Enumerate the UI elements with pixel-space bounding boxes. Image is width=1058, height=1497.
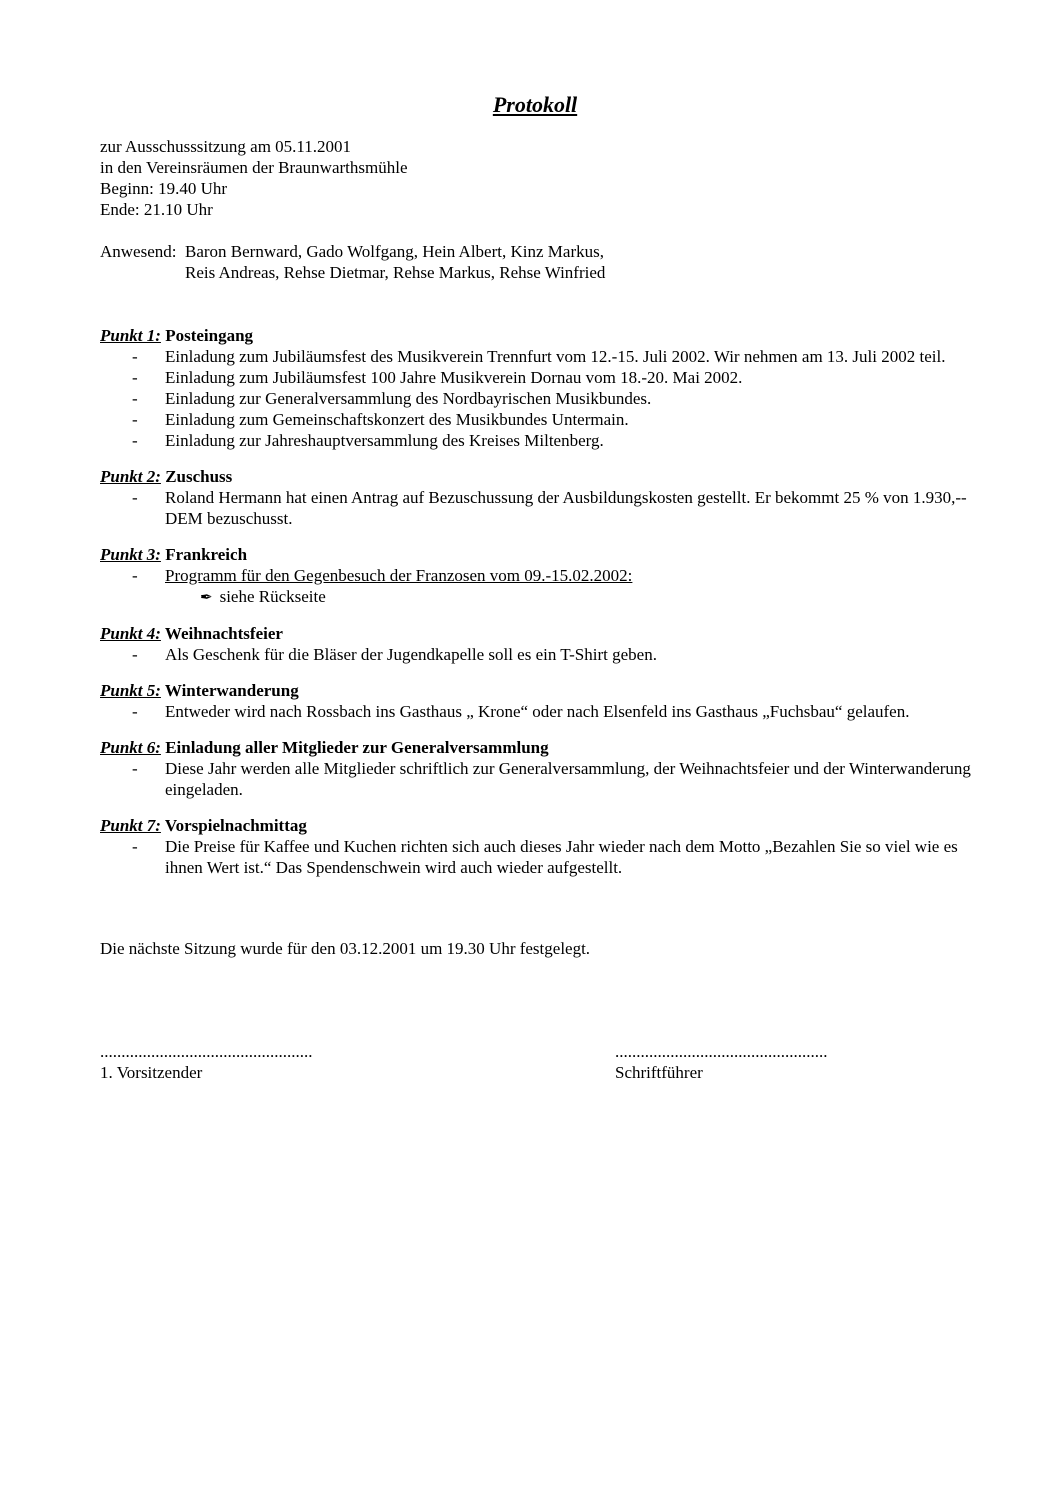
list-item-text: Einladung zur Jahreshauptversammlung des Kreises Miltenberg.: [165, 431, 604, 450]
section-heading: [100, 815, 1010, 836]
section-items: [100, 701, 985, 722]
section-label: Punkt 6:: [100, 738, 161, 757]
dash-bullet: -: [132, 702, 138, 721]
attendees-names: [185, 241, 605, 283]
meeting-start-time: Beginn: 19.40 Uhr: [100, 179, 228, 198]
section-title: Frankreich: [165, 545, 248, 564]
attendees-line: Baron Bernward, Gado Wolfgang, Hein Albert, Kinz Markus,: [185, 242, 604, 261]
list-item: [100, 565, 985, 586]
list-item: [100, 367, 985, 388]
section-heading: [100, 466, 1010, 487]
dash-bullet: -: [132, 645, 138, 664]
signature-dotted-line: ..................................................: [615, 1042, 828, 1061]
list-item: [100, 758, 985, 800]
signature-label-secretary: Schriftführer: [615, 1063, 703, 1082]
section-title: Vorspielnachmittag: [164, 816, 307, 835]
section-heading: [100, 680, 1010, 701]
list-item-text: Einladung zur Generalversammlung des Nordbayrischen Musikbundes.: [165, 389, 652, 408]
section-vorspielnachmittag: [100, 815, 1010, 878]
section-items: [100, 565, 985, 608]
section-winterwanderung: [100, 680, 1010, 722]
next-meeting-line: Die nächste Sitzung wurde für den 03.12.2001 um 19.30 Uhr festgelegt.: [100, 939, 591, 958]
section-items: [100, 644, 985, 665]
section-heading: [100, 737, 1010, 758]
section-label: Punkt 7:: [100, 816, 161, 835]
section-items: [100, 836, 985, 878]
section-heading: [100, 623, 1010, 644]
section-title: Zuschuss: [165, 467, 233, 486]
see-reverse-text: siehe Rückseite: [219, 587, 326, 606]
section-frankreich: [100, 544, 1010, 608]
section-title: Einladung aller Mitglieder zur Generalversammlung: [165, 738, 549, 757]
section-weihnachtsfeier: [100, 623, 1010, 665]
pen-icon: ✒: [200, 588, 213, 606]
section-heading: [100, 544, 1010, 565]
signature-secretary: [615, 1041, 828, 1083]
dash-bullet: -: [132, 759, 138, 778]
section-posteingang: [100, 325, 1010, 451]
dash-bullet: -: [132, 837, 138, 856]
attendees-label: Anwesend:: [100, 242, 177, 261]
section-label: Punkt 4:: [100, 624, 161, 643]
section-label: Punkt 5:: [100, 681, 161, 700]
list-item-text: Die Preise für Kaffee und Kuchen richten sich auch dieses Jahr wieder nach dem Motto „Bezahlen Sie so viel wie es ihnen Wert ist.“ Das Spendenschwein wird auch wieder aufgestellt.: [165, 837, 958, 877]
list-item-text: Einladung zum Jubiläumsfest 100 Jahre Musikverein Dornau vom 18.-20. Mai 2002.: [165, 368, 743, 387]
dash-bullet: -: [132, 488, 138, 507]
dash-bullet: -: [132, 566, 138, 585]
list-item: [100, 487, 985, 529]
attendees-line: Reis Andreas, Rehse Dietmar, Rehse Markus, Rehse Winfried: [185, 263, 606, 282]
list-item-text: Einladung zum Jubiläumsfest des Musikverein Trennfurt vom 12.-15. Juli 2002. Wir nehmen am 13. Juli 2002 teil.: [165, 347, 946, 366]
attendees-block: [100, 241, 1010, 283]
list-item-text: Entweder wird nach Rossbach ins Gasthaus „ Krone“ oder nach Elsenfeld ins Gasthaus „Fuchsbau“ gelaufen.: [165, 702, 910, 721]
page-title: Protokoll: [492, 92, 578, 117]
section-generalversammlung: [100, 737, 1010, 800]
dash-bullet: -: [132, 389, 138, 408]
section-title: Posteingang: [165, 326, 254, 345]
list-item: [100, 836, 985, 878]
signature-chairman: [100, 1041, 615, 1083]
section-items: [100, 758, 985, 800]
signature-block: [100, 1041, 1010, 1083]
meeting-info: [100, 136, 1010, 220]
list-item: [100, 409, 985, 430]
list-item-text: Einladung zum Gemeinschaftskonzert des Musikbundes Untermain.: [165, 410, 629, 429]
list-item: [100, 346, 985, 367]
list-item-text: Als Geschenk für die Bläser der Jugendkapelle soll es ein T-Shirt geben.: [165, 645, 657, 664]
see-reverse-note: [100, 586, 985, 608]
section-items: [100, 346, 985, 451]
list-item: [100, 644, 985, 665]
dash-bullet: -: [132, 368, 138, 387]
dash-bullet: -: [132, 410, 138, 429]
list-item-text: Programm für den Gegenbesuch der Franzosen vom 09.-15.02.2002:: [165, 566, 633, 585]
section-heading: [100, 325, 1010, 346]
section-label: Punkt 2:: [100, 467, 161, 486]
section-zuschuss: [100, 466, 1010, 529]
section-label: Punkt 3:: [100, 545, 161, 564]
list-item-text: Roland Hermann hat einen Antrag auf Bezuschussung der Ausbildungskosten gestellt. Er bekommt 25 % von 1.930,-- DEM bezuschusst.: [165, 488, 967, 528]
dash-bullet: -: [132, 347, 138, 366]
section-label: Punkt 1:: [100, 326, 161, 345]
dash-bullet: -: [132, 431, 138, 450]
list-item-text: Diese Jahr werden alle Mitglieder schriftlich zur Generalversammlung, der Weihnachtsfeier und der Winterwanderung eingeladen.: [165, 759, 971, 799]
section-title: Winterwanderung: [164, 681, 299, 700]
meeting-end-time: Ende: 21.10 Uhr: [100, 200, 213, 219]
meeting-location-line: in den Vereinsräumen der Braunwarthsmühle: [100, 158, 408, 177]
meeting-session-line: zur Ausschusssitzung am 05.11.2001: [100, 137, 352, 156]
list-item: [100, 701, 985, 722]
signature-dotted-line: ..................................................: [100, 1042, 313, 1061]
section-items: [100, 487, 985, 529]
list-item: [100, 430, 985, 451]
section-title: Weihnachtsfeier: [164, 624, 283, 643]
list-item: [100, 388, 985, 409]
signature-label-chairman: 1. Vorsitzender: [100, 1063, 203, 1082]
